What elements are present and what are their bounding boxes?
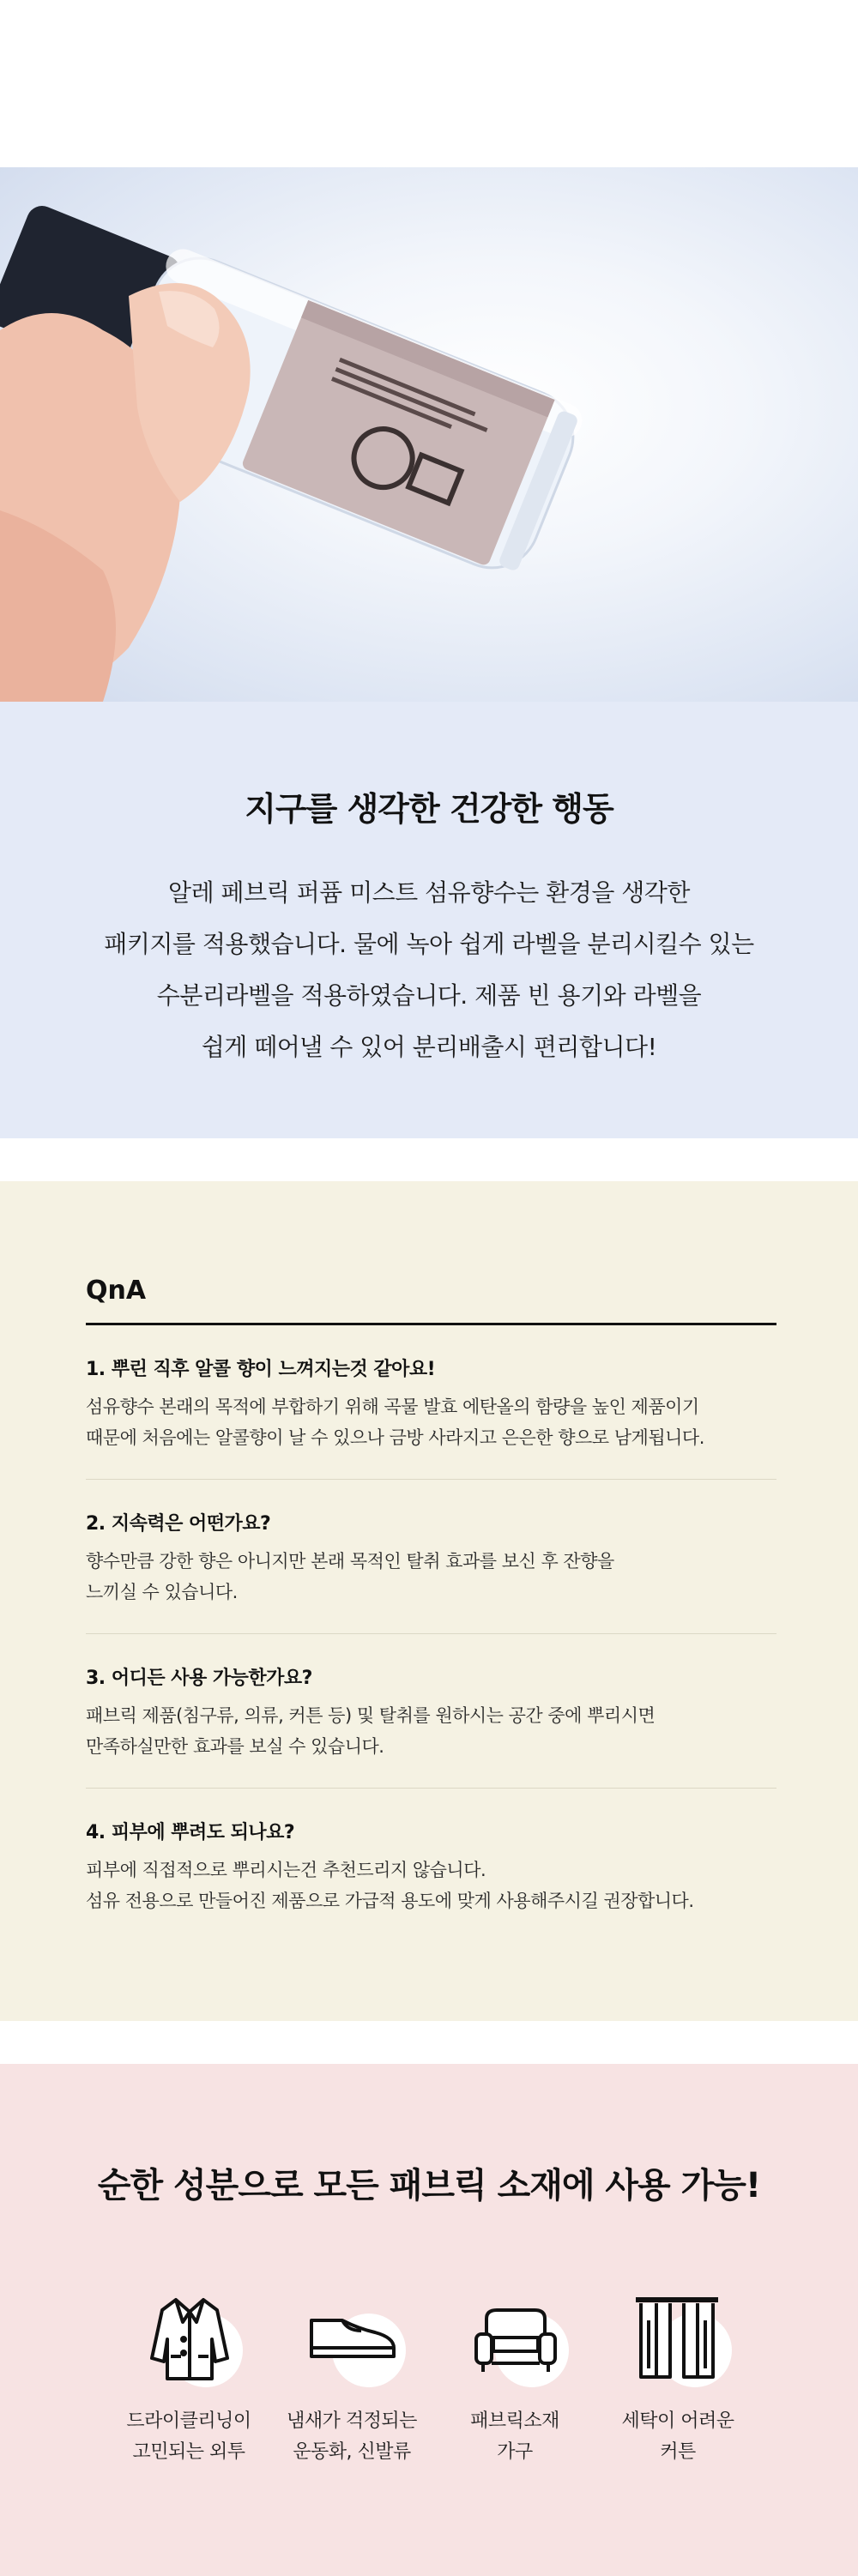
fabric-title: 순한 성분으로 모든 패브릭 소재에 사용 가능! (97, 2166, 761, 2205)
qna-item (86, 1634, 776, 1789)
qna-answer-line: 만족하실만한 효과를 보실 수 있습니다. (86, 1736, 384, 1757)
qna-question: 4. 피부에 뿌려도 되나요? (86, 1822, 295, 1843)
usage-caption-line: 고민되는 외투 (132, 2441, 245, 2463)
qna-answer-line: 섬유향수 본래의 목적에 부합하기 위해 곡물 발효 에탄올의 함량을 높인 제품이기 (86, 1397, 699, 1417)
qna-answer-line: 향수만큼 강한 향은 아니지만 본래 목적인 탈취 효과를 보신 후 잔향을 (86, 1551, 614, 1572)
qna-answer-line: 때문에 처음에는 알콜향이 날 수 있으나 금방 사라지고 은은한 향으로 남게됩니다. (86, 1427, 704, 1448)
qna-question: 3. 어디든 사용 가능한가요? (86, 1668, 312, 1689)
qna-answer-line: 느끼실 수 있습니다. (86, 1582, 238, 1602)
usage-caption-line: 운동화, 신발류 (293, 2441, 411, 2463)
usage-caption-line: 드라이클리닝이 (126, 2410, 251, 2432)
sofa-icon (471, 2295, 560, 2384)
eco-description (0, 867, 858, 1073)
usage-caption-line: 패브릭소재 (470, 2410, 559, 2432)
usage-item-coat (107, 2293, 270, 2468)
product-hero-image (0, 167, 858, 702)
usage-caption-line: 냄새가 걱정되는 (287, 2410, 417, 2432)
eco-line: 알레 페브릭 퍼퓸 미스트 섬유향수는 환경을 생각한 (168, 878, 690, 907)
curtain-icon (634, 2295, 723, 2384)
usage-item-curtain (596, 2293, 759, 2468)
fabric-section (0, 2064, 858, 2576)
eco-section (0, 702, 858, 1138)
usage-item-sneaker (270, 2293, 433, 2468)
qna-item (86, 1480, 776, 1634)
coat-icon (145, 2295, 234, 2384)
section-divider (0, 2021, 858, 2064)
eco-line: 수분리라벨을 적용하였습니다. 제품 빈 용기와 라벨을 (156, 981, 702, 1010)
eco-line: 쉽게 떼어낼 수 있어 분리배출시 편리합니다! (201, 1033, 657, 1061)
qna-title: QnA (86, 1276, 776, 1325)
qna-section (0, 1181, 858, 2021)
fabric-usage-list (0, 2293, 858, 2468)
top-whitespace (0, 0, 858, 167)
sneaker-icon (308, 2295, 397, 2384)
usage-item-sofa (433, 2293, 596, 2468)
hand (0, 283, 251, 702)
qna-item (86, 1325, 776, 1480)
usage-caption-line: 커튼 (660, 2441, 696, 2463)
qna-answer-line: 피부에 직접적으로 뿌리시는건 추천드리지 않습니다. (86, 1860, 486, 1880)
qna-item (86, 1789, 776, 1942)
qna-answer-line: 섬유 전용으로 만들어진 제품으로 가급적 용도에 맞게 사용해주시길 권장합니다. (86, 1891, 694, 1911)
eco-title: 지구를 생각한 건강한 행동 (245, 790, 613, 828)
qna-question: 1. 뿌린 직후 알콜 향이 느껴지는것 같아요! (86, 1359, 436, 1380)
usage-caption-line: 가구 (497, 2441, 533, 2463)
qna-answer-line: 패브릭 제품(침구류, 의류, 커튼 등) 및 탈취를 원하시는 공간 중에 뿌리시면 (86, 1705, 656, 1726)
usage-caption-line: 세탁이 어려운 (621, 2410, 734, 2432)
qna-question: 2. 지속력은 어떤가요? (86, 1513, 271, 1535)
eco-line: 패키지를 적용했습니다. 물에 녹아 쉽게 라벨을 분리시킬수 있는 (104, 930, 754, 958)
section-divider (0, 1138, 858, 1181)
